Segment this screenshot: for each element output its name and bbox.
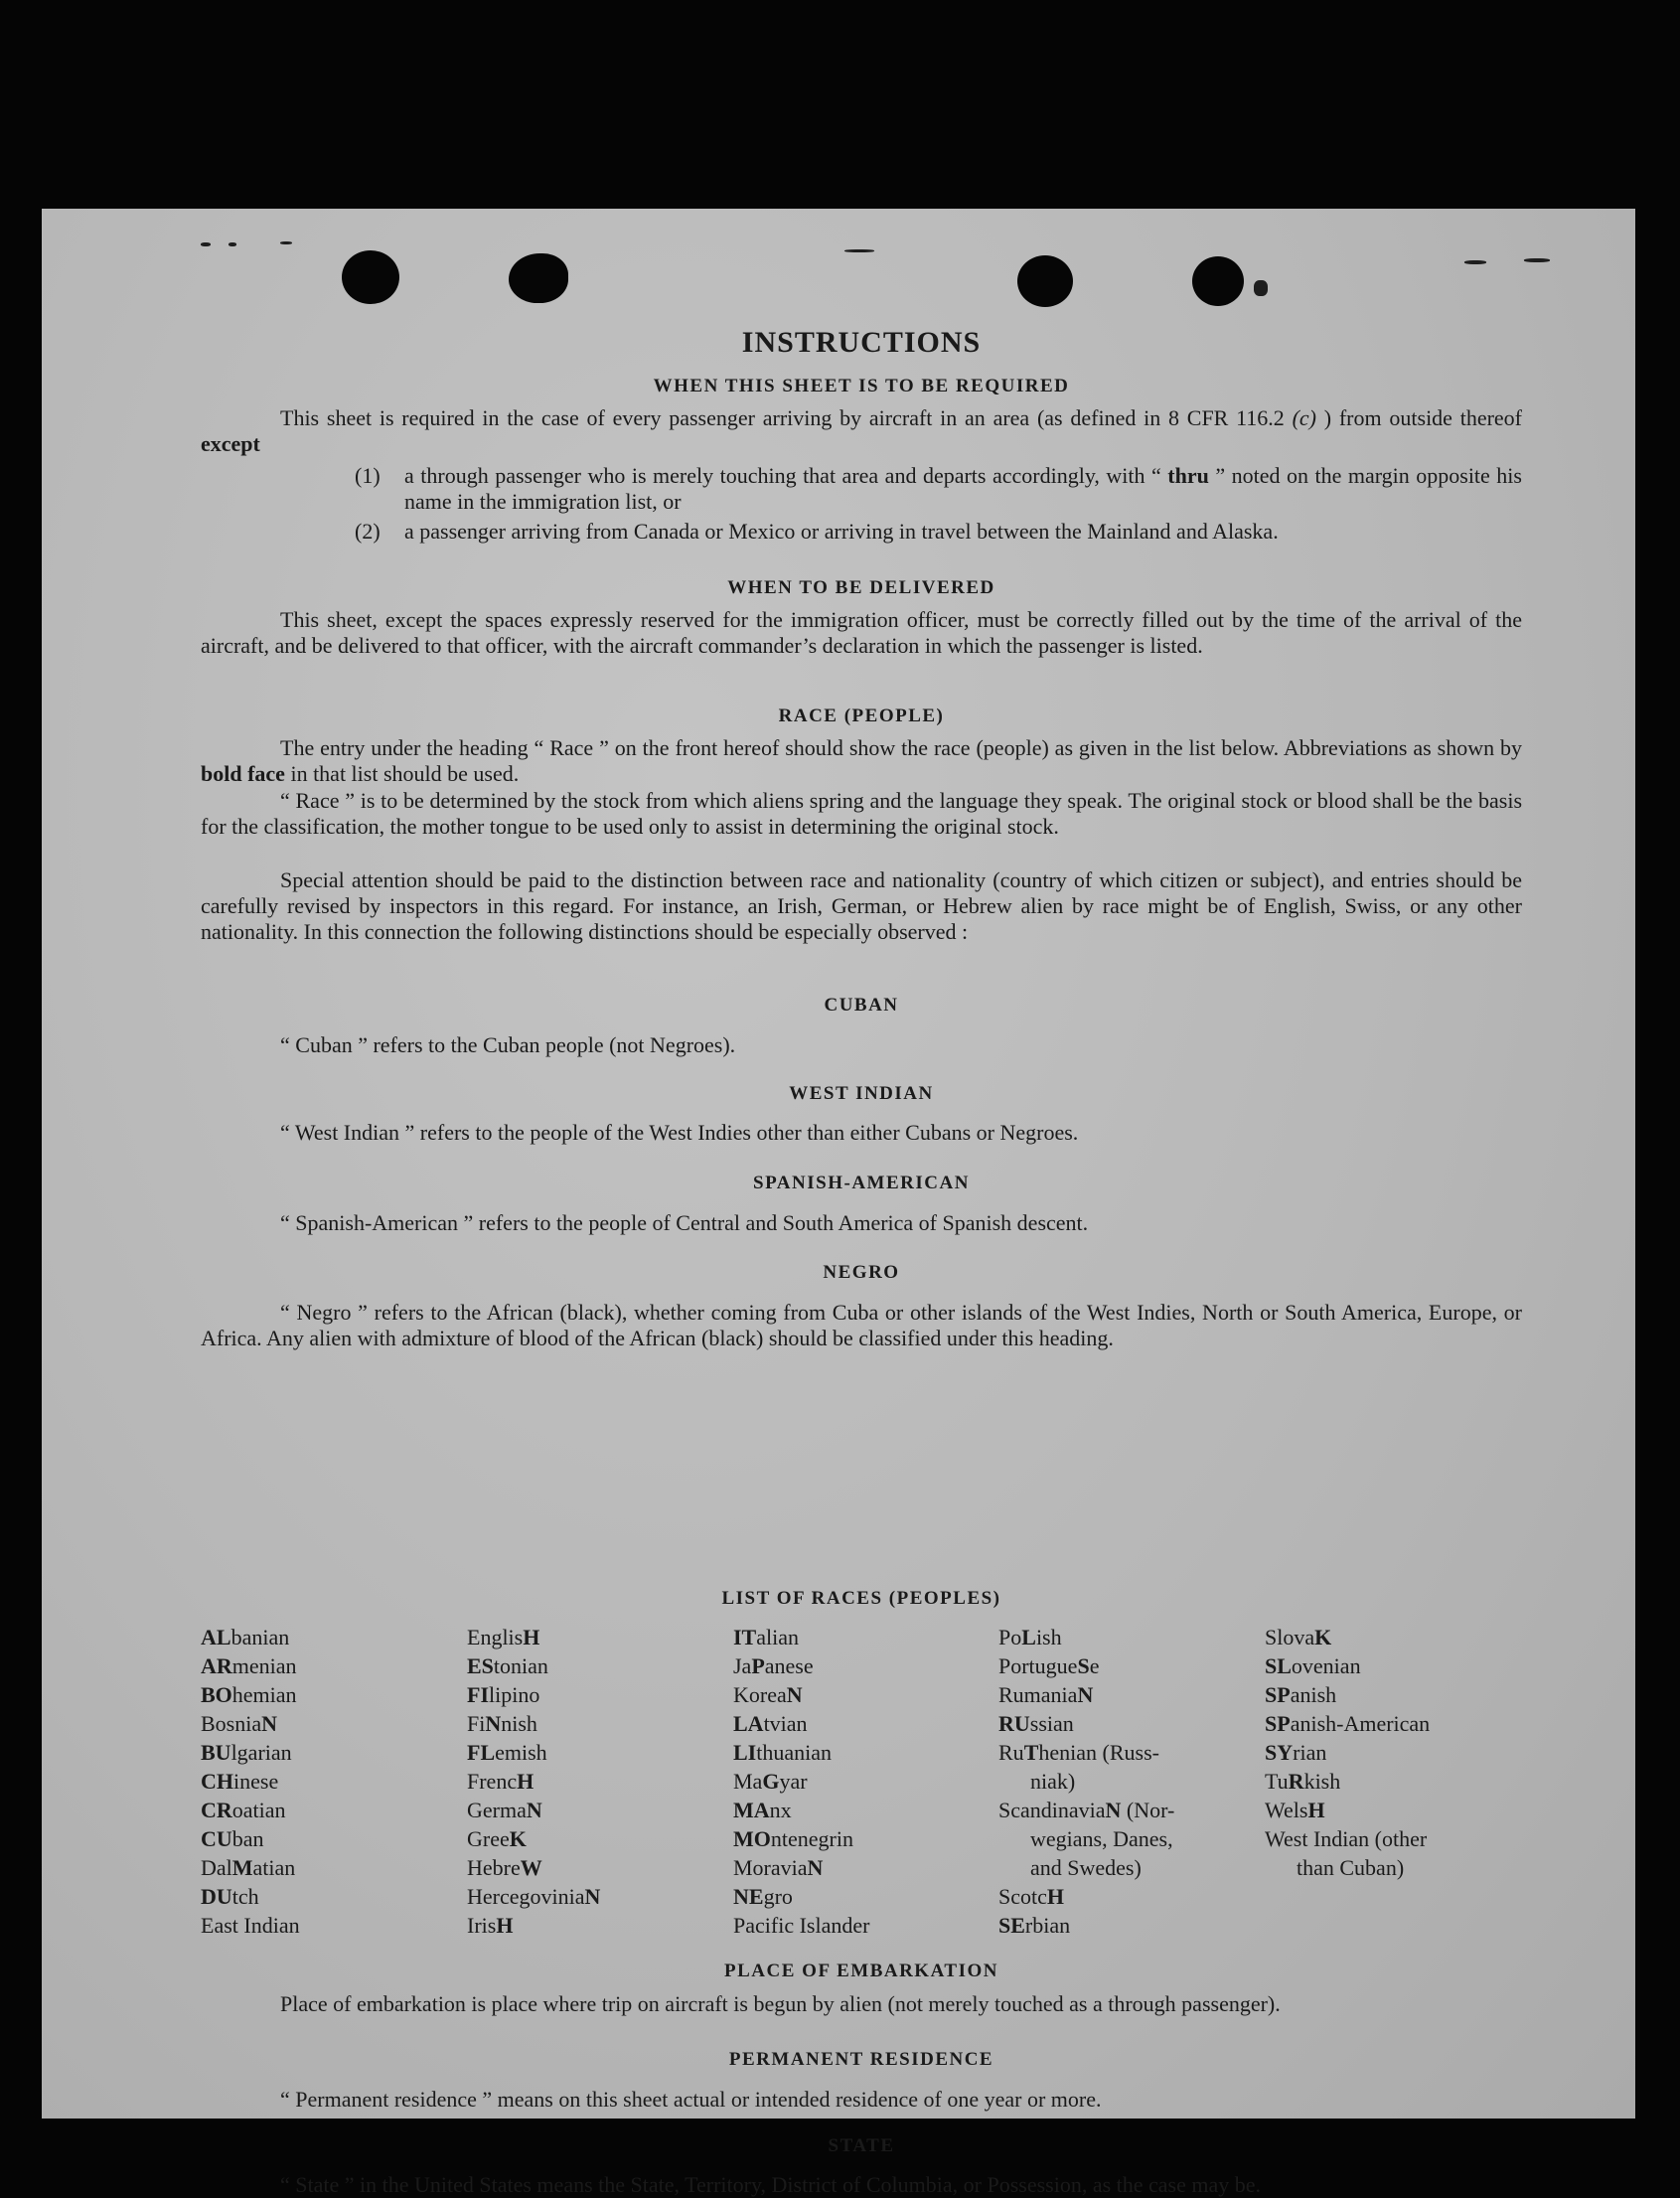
race-entry: FLemish xyxy=(467,1740,547,1765)
race-entry: ARmenian xyxy=(201,1653,297,1678)
heading-embarkation: PLACE OF EMBARKATION xyxy=(724,1961,998,1981)
paper-speck xyxy=(1524,258,1550,262)
heading-delivered: WHEN TO BE DELIVERED xyxy=(727,577,995,598)
race-entry: FiNnish xyxy=(467,1711,537,1736)
race-entry: niak) xyxy=(1030,1769,1076,1794)
race-entry: FIlipino xyxy=(467,1682,540,1707)
race-entry: HercegoviniaN xyxy=(467,1884,601,1909)
race-column-5 xyxy=(1265,1623,1430,1882)
paper-speck xyxy=(1464,260,1486,264)
heading-cuban: CUBAN xyxy=(824,995,899,1016)
race-entry: BUlgarian xyxy=(201,1740,292,1765)
race-entry: FrencH xyxy=(467,1769,535,1794)
race-entry: TuRkish xyxy=(1265,1769,1341,1794)
race-entry: RumaniaN xyxy=(998,1682,1094,1707)
heading-list-of-races: LIST OF RACES (PEOPLES) xyxy=(721,1588,1001,1609)
race-entry: MOntenegrin xyxy=(733,1826,853,1851)
race-entry: HebreW xyxy=(467,1855,542,1880)
race-entry: RUssian xyxy=(998,1711,1074,1736)
race-entry: BOhemian xyxy=(201,1682,297,1707)
embarkation-text: Place of embarkation is place where trip on aircraft is begun by alien (not merely touched as a through passenger). xyxy=(280,1991,1281,2016)
paper-speck xyxy=(201,242,211,246)
race-entry: ScotcH xyxy=(998,1884,1065,1909)
race-entry: BosniaN xyxy=(201,1711,278,1736)
state-text: “ State ” in the United States means the State, Territory, District of Columbia, or Possession, as the case may be. xyxy=(280,2172,1262,2197)
race-entry: SErbian xyxy=(998,1913,1071,1938)
race-column-1 xyxy=(201,1623,300,1940)
race-column-2 xyxy=(467,1623,600,1940)
race-entry: CRoatian xyxy=(201,1798,286,1822)
spanish-american-text: “ Spanish-American ” refers to the people of Central and South America of Spanish descent. xyxy=(280,1210,1089,1235)
race-entry: PortugueSe xyxy=(998,1653,1100,1678)
heading-spanish-american: SPANISH-AMERICAN xyxy=(753,1173,970,1193)
race-entry: and Swedes) xyxy=(1030,1855,1142,1880)
paper-speck xyxy=(229,242,236,246)
punch-hole xyxy=(1017,255,1073,307)
paper-speck xyxy=(844,249,874,252)
residence-text: “ Permanent residence ” means on this sheet actual or intended residence of one year or more. xyxy=(280,2087,1102,2112)
heading-state: STATE xyxy=(828,2135,895,2156)
required-item-1: (1) a through passenger who is merely touching that area and departs accordingly, with “ thru ” noted on the margin opposite his name in the immigration list, or xyxy=(355,463,1522,514)
document-sheet xyxy=(42,209,1635,2197)
race-entry: MaGyar xyxy=(733,1769,808,1794)
race-entry: SLovenian xyxy=(1265,1653,1361,1678)
race-entry: WelsH xyxy=(1265,1798,1325,1822)
race-entry: RuThenian (Russ- xyxy=(998,1740,1159,1765)
negro-text: “ Negro ” refers to the African (black), whether coming from Cuba or other islands of the West Indies, North or South America, Europe, or Africa. Any alien with admixture of blood of the African (black) should be classified under this heading. xyxy=(201,1300,1522,1350)
race-entry: DalMatian xyxy=(201,1855,296,1880)
race-entry: East Indian xyxy=(201,1913,300,1938)
race-paragraph-3: Special attention should be paid to the distinction between race and nationality (country of which citizen or subject), and entries should be carefully revised by inspectors in this regard. For instance, an Irish, German, or Hebrew alien by race might be of English, Swiss, or any other nationality. In this connection the following distinctions should be especially observed : xyxy=(201,867,1522,944)
race-entry: DUtch xyxy=(201,1884,259,1909)
paper-speck xyxy=(1254,280,1268,296)
race-entry: JaPanese xyxy=(733,1653,814,1678)
race-entry: IrisH xyxy=(467,1913,514,1938)
race-entry: wegians, Danes, xyxy=(1030,1826,1173,1851)
race-entry: SlovaK xyxy=(1265,1625,1332,1649)
heading-negro: NEGRO xyxy=(823,1262,900,1283)
race-entry: KoreaN xyxy=(733,1682,803,1707)
punch-hole xyxy=(342,250,399,304)
race-column-3 xyxy=(733,1623,869,1940)
race-entry: CUban xyxy=(201,1826,264,1851)
race-entry: LAtvian xyxy=(733,1711,808,1736)
heading-residence: PERMANENT RESIDENCE xyxy=(728,2049,994,2070)
race-entry: SPanish xyxy=(1265,1682,1337,1707)
punch-hole xyxy=(1192,256,1244,306)
race-entry: ITalian xyxy=(733,1625,800,1649)
heading-race: RACE (PEOPLE) xyxy=(778,706,945,726)
race-entry: EnglisH xyxy=(467,1625,540,1649)
heading-required: WHEN THIS SHEET IS TO BE REQUIRED xyxy=(653,376,1070,396)
race-entry: than Cuban) xyxy=(1297,1855,1405,1880)
race-entry: NEgro xyxy=(733,1884,793,1909)
race-entry: GermaN xyxy=(467,1798,542,1822)
race-entry: Pacific Islander xyxy=(733,1913,870,1938)
punch-hole xyxy=(509,253,568,303)
required-intro: This sheet is required in the case of every passenger arriving by aircraft in an area (as defined in 8 CFR 116.2 (c) ) from outside thereof except xyxy=(201,405,1523,456)
page-title: INSTRUCTIONS xyxy=(741,326,982,359)
race-entry: LIthuanian xyxy=(733,1740,833,1765)
race-entry: PoLish xyxy=(998,1625,1062,1649)
race-paragraph-1: The entry under the heading “ Race ” on the front hereof should show the race (people) as given in the list below. Abbreviations as shown by bold face in that list should be used. xyxy=(201,735,1522,786)
west-indian-text: “ West Indian ” refers to the people of the West Indies other than either Cubans or Negroes. xyxy=(280,1120,1079,1145)
race-entry: EStonian xyxy=(467,1653,548,1678)
race-column-4 xyxy=(998,1623,1174,1940)
race-entry: CHinese xyxy=(201,1769,279,1794)
required-item-2: (2) a passenger arriving from Canada or Mexico or arriving in travel between the Mainland and Alaska. xyxy=(355,519,1279,544)
heading-west-indian: WEST INDIAN xyxy=(789,1083,934,1104)
race-entry: GreeK xyxy=(467,1826,527,1851)
race-entry: ALbanian xyxy=(201,1625,290,1649)
race-entry: ScandinaviaN (Nor- xyxy=(998,1798,1175,1822)
race-entry: MAnx xyxy=(733,1798,792,1822)
cuban-text: “ Cuban ” refers to the Cuban people (not Negroes). xyxy=(280,1032,736,1057)
race-entry: SPanish-American xyxy=(1265,1711,1431,1736)
race-entry: MoraviaN xyxy=(733,1855,824,1880)
delivered-text: This sheet, except the spaces expressly reserved for the immigration officer, must be correctly filled out by the time of the arrival of the aircraft, and be delivered to that officer, with the aircraft commander’s declaration in which the passenger is listed. xyxy=(201,607,1522,658)
paper-speck xyxy=(280,241,292,244)
race-entry: West Indian (other xyxy=(1265,1826,1428,1851)
race-entry: SYrian xyxy=(1265,1740,1327,1765)
race-paragraph-2: “ Race ” is to be determined by the stock from which aliens spring and the language they speak. The original stock or blood shall be the basis for the classification, the mother tongue to be used only to assist in determining the original stock. xyxy=(201,788,1522,839)
